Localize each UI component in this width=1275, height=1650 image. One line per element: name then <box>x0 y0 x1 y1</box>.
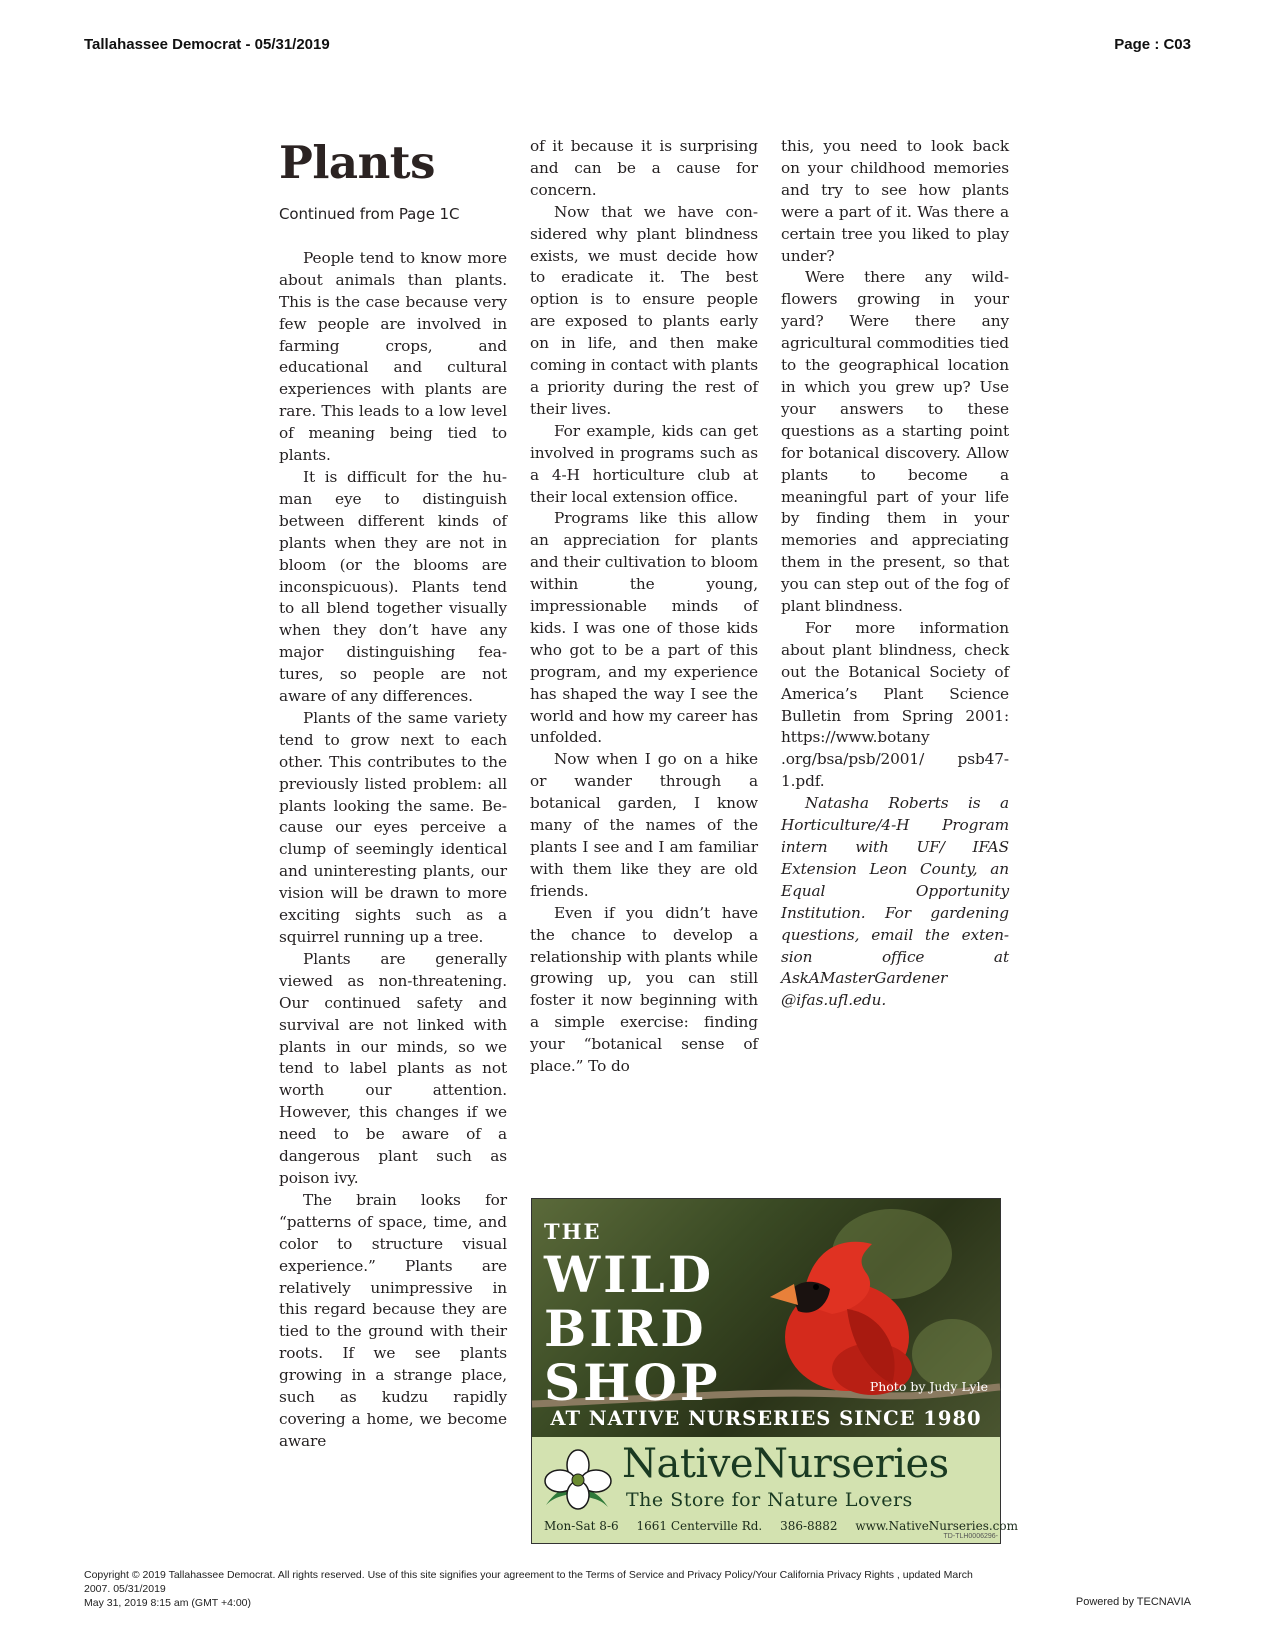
ad-bird: BIRD <box>544 1299 707 1358</box>
paragraph: Were there any wildflowers growing in your yard? Were there any agricultural commodities tied to the geographical location in which you grew up? Use your answers to these questions as a starting point for botanical discovery. Allow plants to become a meaningful part of your life by finding them in your memories and appreciating them in the present, so that you can step out of the fog of plant blindness. <box>781 268 1009 616</box>
ad-since: AT NATIVE NURSERIES SINCE 1980 <box>550 1407 982 1430</box>
ad-website[interactable]: www.NativeNurseries.com <box>855 1519 1018 1533</box>
ad-contact-info <box>544 1519 1018 1533</box>
article-column-2 <box>530 136 758 1078</box>
paragraph: For example, kids can get involved in programs such as a 4-H horticulture club at their local extension office. <box>530 421 758 506</box>
ad-tagline: The Store for Nature Lovers <box>626 1489 913 1511</box>
continued-note: Continued from Page 1C <box>279 205 460 223</box>
paragraph: Plants are generally viewed as non-threatening. Our continued safety and survival are not linked with plants in our minds, so we tend to label plants as not worth our attention. However, this changes if we need to be aware of a dangerous plant such as poison ivy. <box>279 949 507 1187</box>
paragraph: Now when I go on a hike or wander through a botanical garden, I know many of the names of the plants I see and I am familiar with them like they are old friends. <box>530 750 758 900</box>
author-bio: Natasha Roberts is a Horticulture/4-H Program intern with UF/ IFAS Extension Leon County, an Equal Opportunity Institution. For gardening questions, email the extension office at AskAMasterGardener @ifas.ufl.edu. <box>781 794 1009 1010</box>
ad-phone: 386-8882 <box>780 1519 838 1533</box>
article-column-3 <box>781 136 1009 1012</box>
publication-header: Tallahassee Democrat - 05/31/2019 <box>84 36 330 53</box>
page-number: Page : C03 <box>1114 36 1191 53</box>
ad-hours: Mon-Sat 8-6 <box>544 1519 619 1533</box>
paragraph: People tend to know more about animals than plants. This is the case because very few people are involved in farming crops, and educational and cultural experiences with plants are rare. This leads to a low level of meaning being tied to plants. <box>279 248 507 465</box>
ad-address: 1661 Centerville Rd. <box>636 1519 763 1533</box>
footer-line-3: May 31, 2019 8:15 am (GMT +4:00) <box>84 1597 252 1609</box>
paragraph: Even if you didn’t have the chance to develop a relationship with plants while growing up, you can still foster it now beginning with a simple exercise: finding your “botanical sense of place.” To do <box>530 903 758 1076</box>
ad-the: THE <box>544 1219 602 1244</box>
wild-bird-shop-ad[interactable] <box>531 1198 1018 1544</box>
powered-by: Powered by TECNAVIA <box>1075 1596 1191 1608</box>
native-nurseries-banner <box>532 1437 1018 1543</box>
paragraph: For more information about plant blindness, check out the Botanical Society of America’s Plant Science Bulletin from Spring 2001: https://www.botany .org/bsa/psb/2001/ psb47-1.pdf. <box>781 618 1009 791</box>
photo-credit: Photo by Judy Lyle <box>869 1379 988 1394</box>
ad-code: TD-TLH0006296- <box>943 1533 998 1540</box>
paragraph: this, you need to look back on your childhood memories and try to see how plants were a part of it. Was there a certain tree you liked to play under? <box>781 137 1009 265</box>
ad-shop: SHOP <box>544 1353 721 1412</box>
footer-line-2: 2007. 05/31/2019 <box>84 1583 166 1595</box>
copyright-footer <box>84 1568 1184 1610</box>
article-headline: Plants <box>279 136 435 189</box>
paragraph: The brain looks for “patterns of space, time, and color to structure visual experience.” Plants are relatively unimpressive in this regard because they are tied to the ground with their roots. If we see plants growing in a strange place, such as kudzu rapidly covering a home, we become aware <box>279 1190 507 1450</box>
cardinal-photo <box>532 1199 1000 1437</box>
ad-wild: WILD <box>544 1245 715 1304</box>
paragraph: of it because it is surprising and can be a cause for concern. <box>530 137 758 199</box>
article-column-1 <box>279 136 507 1453</box>
dogwood-flower-icon <box>538 1443 618 1521</box>
paragraph: Plants of the same variety tend to grow next to each other. This contributes to the previously listed problem: all plants looking the same. Because our eyes perceive a clump of seemingly identical and uninteresting plants, our vision will be drawn to more exciting sights such as a squirrel running up a tree. <box>279 708 507 946</box>
ad-brand: NativeNurseries <box>622 1441 949 1487</box>
paragraph: It is difficult for the human eye to distinguish between different kinds of plants when they are not in bloom (or the blooms are inconspicuous). Plants tend to all blend together visually when they don’t have any major distinguishing features, so people are not aware of any differences. <box>279 467 507 706</box>
footer-line-1: Copyright © 2019 Tallahassee Democrat. All rights reserved. Use of this site signifies your agreement to the Terms of Service and Privacy Policy/Your California Privacy Rights , updated March <box>84 1569 973 1581</box>
paragraph: Programs like this allow an appreciation for plants and their cultivation to bloom within the young, impressionable minds of kids. I was one of those kids who got to be a part of this program, and my experience has shaped the way I see the world and how my career has unfolded. <box>530 509 758 747</box>
paragraph: Now that we have considered why plant blindness exists, we must decide how to eradicate it. The best option is to ensure people are exposed to plants early on in life, and then make coming in contact with plants a priority during the rest of their lives. <box>530 202 758 418</box>
